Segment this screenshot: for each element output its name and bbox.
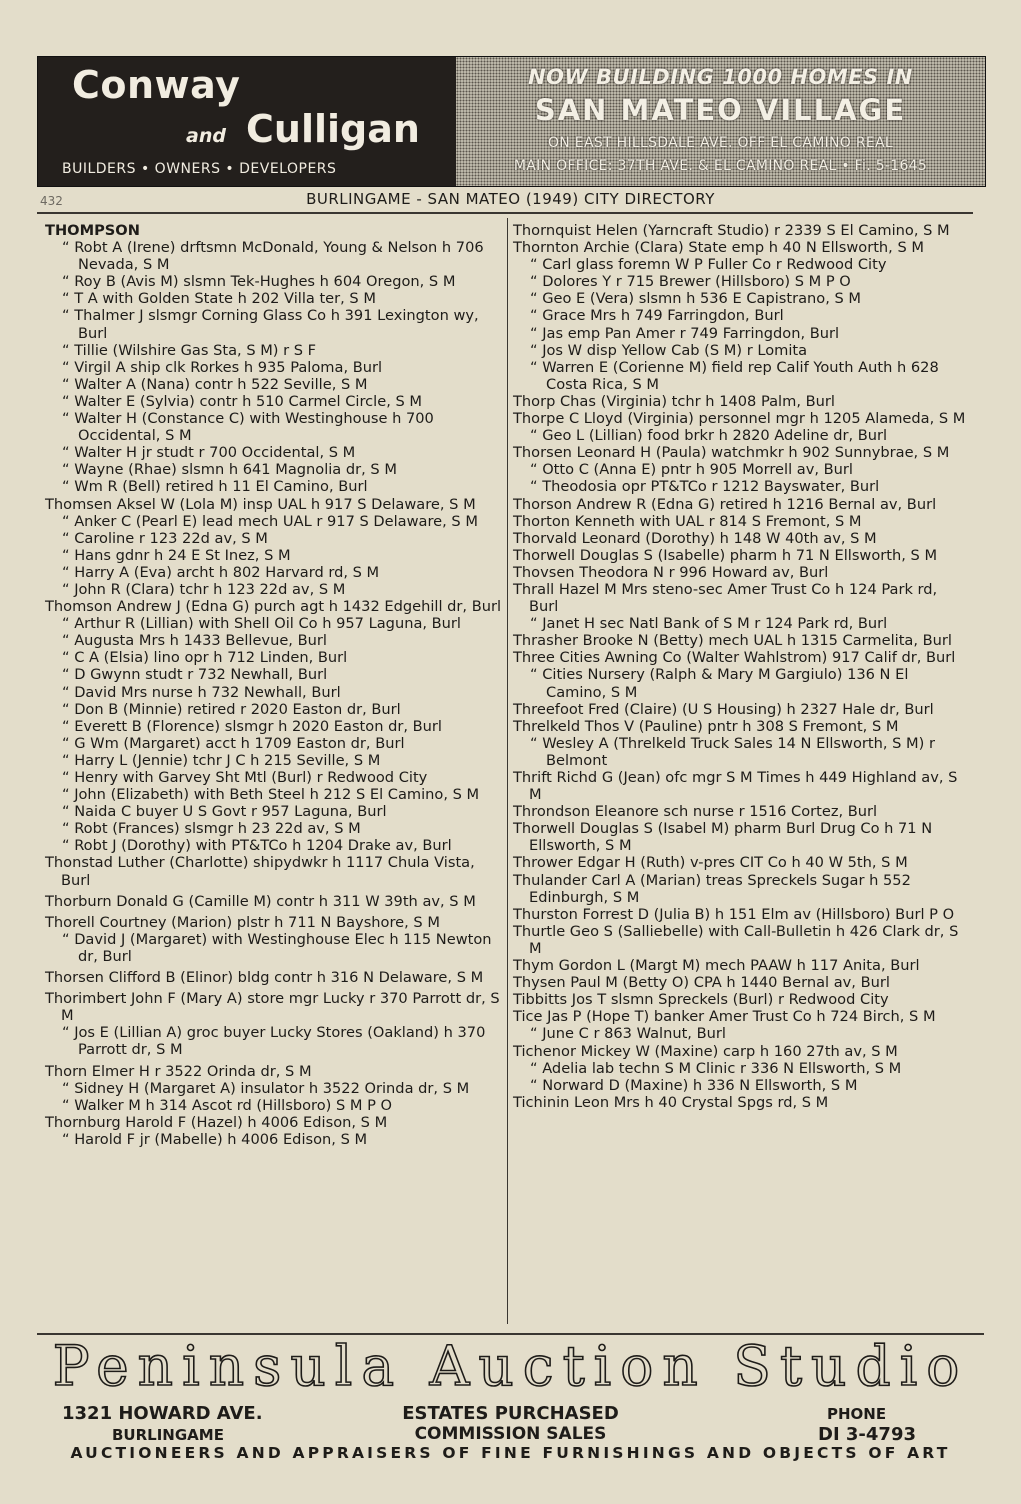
column-divider <box>507 218 508 1324</box>
directory-entry: “ Wm R (Bell) retired h 11 El Camino, Burl <box>62 478 368 496</box>
brand-name-culligan: Culligan <box>246 107 420 151</box>
directory-entry: “ Walter A (Nana) contr h 522 Seville, S M <box>62 375 368 393</box>
directory-entry: “ Walter H jr studt r 700 Occidental, S M <box>62 444 356 462</box>
directory-entry: “ John R (Clara) tchr h 123 22d av, S M <box>62 580 346 598</box>
directory-entry: Tichinin Leon Mrs h 40 Crystal Spgs rd, S M <box>513 1093 829 1111</box>
directory-entry: Thrasher Brooke N (Betty) mech UAL h 1315 Carmelita, Burl <box>513 632 952 650</box>
auction-commission: COMMISSION SALES <box>414 1424 607 1444</box>
directory-entry: “ G Wm (Margaret) acct h 1709 Easton dr, Burl <box>62 734 405 752</box>
directory-entry: Thorell Courtney (Marion) plstr h 711 N Bayshore, S M <box>45 913 440 931</box>
directory-entry: “ Walker M h 314 Ascot rd (Hillsboro) S M P O <box>62 1096 393 1114</box>
promo-office: MAIN OFFICE: 37TH AVE. & EL CAMINO REAL • Fi. 5-1645 <box>513 158 928 174</box>
directory-entry: “ David J (Margaret) with Westinghouse Elec h 115 Newton dr, Burl <box>62 930 492 965</box>
directory-entry: “ Robt J (Dorothy) with PT&TCo h 1204 Drake av, Burl <box>62 837 452 855</box>
directory-entry: “ John (Elizabeth) with Beth Steel h 212 S El Camino, S M <box>62 786 480 804</box>
directory-entry: “ Walter E (Sylvia) contr h 510 Carmel Circle, S M <box>62 392 422 410</box>
directory-entry: “ Geo L (Lillian) food brkr h 2820 Adeline dr, Burl <box>530 427 888 445</box>
directory-entry: Thorpe C Lloyd (Virginia) personnel mgr h 1205 Alameda, S M <box>513 410 966 428</box>
directory-entry: “ Roy B (Avis M) slsmn Tek-Hughes h 604 Oregon, S M <box>62 273 456 291</box>
auction-address: 1321 HOWARD AVE. <box>62 1403 263 1424</box>
directory-entry: “ Robt (Frances) slsmgr h 23 22d av, S M <box>62 820 361 838</box>
directory-entry: “ Geo E (Vera) slsmn h 536 E Capistrano, S M <box>530 290 861 308</box>
running-head: BURLINGAME - SAN MATEO (1949) CITY DIRECTORY <box>306 190 715 208</box>
promo-headline: NOW BUILDING 1000 HOMES IN <box>528 65 913 89</box>
directory-entry: “ Janet H sec Natl Bank of S M r 124 Park rd, Burl <box>530 615 888 633</box>
directory-entry: Threlkeld Thos V (Pauline) pntr h 308 S Fremont, S M <box>513 717 899 735</box>
directory-entry: Thorvald Leonard (Dorothy) h 148 W 40th av, S M <box>513 529 877 547</box>
directory-entry: “ Hans gdnr h 24 E St Inez, S M <box>62 546 291 564</box>
directory-entry: “ Tillie (Wilshire Gas Sta, S M) r S F <box>62 341 317 359</box>
directory-column-right <box>513 222 971 1111</box>
directory-entry: Thorimbert John F (Mary A) store mgr Lucky r 370 Parrott dr, S M <box>45 990 500 1025</box>
directory-entry: “ C A (Elsia) lino opr h 712 Linden, Burl <box>62 649 348 667</box>
directory-entry: Thornquist Helen (Yarncraft Studio) r 2339 S El Camino, S M <box>513 222 950 239</box>
directory-entry: Thorton Kenneth with UAL r 814 S Fremont, S M <box>513 512 862 530</box>
directory-entry: “ Grace Mrs h 749 Farringdon, Burl <box>530 307 784 325</box>
directory-entry: Thorp Chas (Virginia) tchr h 1408 Palm, Burl <box>513 392 835 410</box>
directory-entry: Thym Gordon L (Margt M) mech PAAW h 117 Anita, Burl <box>513 957 920 975</box>
directory-entry: “ Jas emp Pan Amer r 749 Farringdon, Burl <box>530 324 840 342</box>
auction-estates: ESTATES PURCHASED <box>402 1403 619 1424</box>
directory-entry: Throndson Eleanore sch nurse r 1516 Cortez, Burl <box>513 803 878 821</box>
directory-entry: “ Wayne (Rhae) slsmn h 641 Magnolia dr, S M <box>62 461 397 479</box>
directory-entry: “ Dolores Y r 715 Brewer (Hillsboro) S M P O <box>530 273 851 291</box>
directory-entry: “ Warren E (Corienne M) field rep Calif Youth Auth h 628 Costa Rica, S M <box>530 358 939 393</box>
directory-entry: Thorsen Leonard H (Paula) watchmkr h 902 Sunnybrae, S M <box>513 444 950 462</box>
directory-entry: Thurtle Geo S (Salliebelle) with Call-Bulletin h 426 Clark dr, S M <box>513 922 959 957</box>
directory-entry: “ Walter H (Constance C) with Westinghouse h 700 Occidental, S M <box>62 410 434 445</box>
directory-entry: “ T A with Golden State h 202 Villa ter, S M <box>62 290 376 308</box>
auction-studio-title: Peninsula Auction Studio <box>52 1334 969 1398</box>
surname-heading: THOMPSON <box>45 222 140 239</box>
directory-entry: Thomson Andrew J (Edna G) purch agt h 1432 Edgehill dr, Burl <box>45 598 502 616</box>
brand-name-conway: Conway <box>72 63 241 107</box>
directory-entry: “ Adelia lab techn S M Clinic r 336 N Ellsworth, S M <box>530 1059 902 1077</box>
directory-entry: Thulander Carl A (Marian) treas Spreckels Sugar h 552 Edinburgh, S M <box>513 871 911 906</box>
directory-column-left <box>45 222 503 1148</box>
promo-village-name: SAN MATEO VILLAGE <box>534 93 907 127</box>
promo-location: ON EAST HILLSDALE AVE. OFF EL CAMINO REAL <box>547 135 894 151</box>
directory-entry: “ Don B (Minnie) retired r 2020 Easton dr, Burl <box>62 700 401 718</box>
directory-entry: “ Thalmer J slsmgr Corning Glass Co h 391 Lexington wy, Burl <box>62 307 479 342</box>
directory-entry: “ Cities Nursery (Ralph & Mary M Gargiulo) 136 N El Camino, S M <box>530 666 909 701</box>
directory-entry: “ Caroline r 123 22d av, S M <box>62 529 268 547</box>
directory-entry: “ Norward D (Maxine) h 336 N Ellsworth, S M <box>530 1076 858 1094</box>
directory-entry: “ David Mrs nurse h 732 Newhall, Burl <box>62 683 341 701</box>
directory-entry: “ Theodosia opr PT&TCo r 1212 Bayswater, Burl <box>530 478 880 496</box>
directory-entry: “ Arthur R (Lillian) with Shell Oil Co h 957 Laguna, Burl <box>62 615 461 633</box>
directory-entry: “ Harry L (Jennie) tchr J C h 215 Seville, S M <box>62 751 381 769</box>
directory-entry: “ Sidney H (Margaret A) insulator h 3522 Orinda dr, S M <box>62 1079 470 1097</box>
directory-entry: Thonstad Luther (Charlotte) shipydwkr h 1117 Chula Vista, Burl <box>45 854 475 889</box>
directory-entry: Thysen Paul M (Betty O) CPA h 1440 Bernal av, Burl <box>513 974 890 992</box>
header-rule <box>37 212 973 214</box>
directory-entry: Thorsen Clifford B (Elinor) bldg contr h 316 N Delaware, S M <box>45 969 484 987</box>
directory-entry: Thorwell Douglas S (Isabel M) pharm Burl Drug Co h 71 N Ellsworth, S M <box>513 820 933 855</box>
directory-entry: Thorson Andrew R (Edna G) retired h 1216 Bernal av, Burl <box>513 495 937 513</box>
promo-panel <box>456 57 985 186</box>
directory-entry: “ Henry with Garvey Sht Mtl (Burl) r Redwood City <box>62 769 428 786</box>
directory-entry: Tibbitts Jos T slsmn Spreckels (Burl) r Redwood City <box>513 991 889 1009</box>
directory-entry: Thrall Hazel M Mrs steno-sec Amer Trust Co h 124 Park rd, Burl <box>513 580 938 616</box>
directory-entry: “ Robt A (Irene) drftsmn McDonald, Young & Nelson h 706 Nevada, S M <box>62 239 484 274</box>
brand-tagline: BUILDERS • OWNERS • DEVELOPERS <box>62 161 337 177</box>
directory-entry: “ Carl glass foremn W P Fuller Co r Redwood City <box>530 256 887 274</box>
directory-entry: Thrift Richd G (Jean) ofc mgr S M Times h 449 Highland av, S M <box>513 769 958 804</box>
directory-entry: Thrower Edgar H (Ruth) v-pres CIT Co h 40 W 5th, S M <box>513 854 908 872</box>
directory-entry: Thorn Elmer H r 3522 Orinda dr, S M <box>45 1062 312 1080</box>
directory-entry: “ Anker C (Pearl E) lead mech UAL r 917 S Delaware, S M <box>62 512 478 530</box>
directory-entry: “ Otto C (Anna E) pntr h 905 Morrell av, Burl <box>530 461 853 479</box>
auction-city: BURLINGAME <box>112 1426 224 1444</box>
page-number: 432 <box>40 194 63 208</box>
directory-entry: “ Jos W disp Yellow Cab (S M) r Lomita <box>530 341 808 359</box>
directory-entry: Thorwell Douglas S (Isabelle) pharm h 71 N Ellsworth, S M <box>513 546 938 564</box>
auction-phone-label: PHONE <box>827 1405 887 1423</box>
auction-tagline: AUCTIONEERS AND APPRAISERS OF FINE FURNISHINGS AND OBJECTS OF ART <box>70 1444 951 1462</box>
directory-entry: “ Harry A (Eva) archt h 802 Harvard rd, S M <box>62 563 380 581</box>
builder-advertisement-banner <box>37 56 986 187</box>
directory-entry: “ Virgil A ship clk Rorkes h 935 Paloma, Burl <box>62 358 383 376</box>
auction-phone: DI 3-4793 <box>818 1424 916 1445</box>
directory-entry: Three Cities Awning Co (Walter Wahlstrom) 917 Calif dr, Burl <box>513 649 956 667</box>
directory-entry: Thorburn Donald G (Camille M) contr h 311 W 39th av, S M <box>45 892 476 910</box>
directory-entry: “ Augusta Mrs h 1433 Bellevue, Burl <box>62 632 327 650</box>
directory-entry: Threefoot Fred (Claire) (U S Housing) h 2327 Hale dr, Burl <box>513 700 934 718</box>
directory-entry: Thovsen Theodora N r 996 Howard av, Burl <box>513 563 829 581</box>
directory-entry: “ Wesley A (Threlkeld Truck Sales 14 N Ellsworth, S M) r Belmont <box>530 734 935 769</box>
directory-entry: Thomsen Aksel W (Lola M) insp UAL h 917 S Delaware, S M <box>45 495 476 513</box>
brand-name-and: and <box>186 125 226 147</box>
directory-entry: Thornton Archie (Clara) State emp h 40 N Ellsworth, S M <box>513 239 924 257</box>
directory-entry: Tichenor Mickey W (Maxine) carp h 160 27th av, S M <box>513 1042 898 1060</box>
directory-entry: “ June C r 863 Walnut, Burl <box>530 1025 726 1043</box>
directory-entry: “ Jos E (Lillian A) groc buyer Lucky Stores (Oakland) h 370 Parrott dr, S M <box>62 1024 486 1059</box>
directory-entry: Thornburg Harold F (Hazel) h 4006 Edison, S M <box>45 1113 388 1131</box>
directory-entry: “ Everett B (Florence) slsmgr h 2020 Easton dr, Burl <box>62 717 442 735</box>
directory-entry: “ Harold F jr (Mabelle) h 4006 Edison, S M <box>62 1130 368 1148</box>
directory-entry: “ D Gwynn studt r 732 Newhall, Burl <box>62 666 328 684</box>
directory-entry: “ Naida C buyer U S Govt r 957 Laguna, Burl <box>62 803 387 821</box>
directory-entry: Thurston Forrest D (Julia B) h 151 Elm av (Hillsboro) Burl P O <box>513 905 955 923</box>
directory-entry: Tice Jas P (Hope T) banker Amer Trust Co h 724 Birch, S M <box>513 1008 936 1026</box>
